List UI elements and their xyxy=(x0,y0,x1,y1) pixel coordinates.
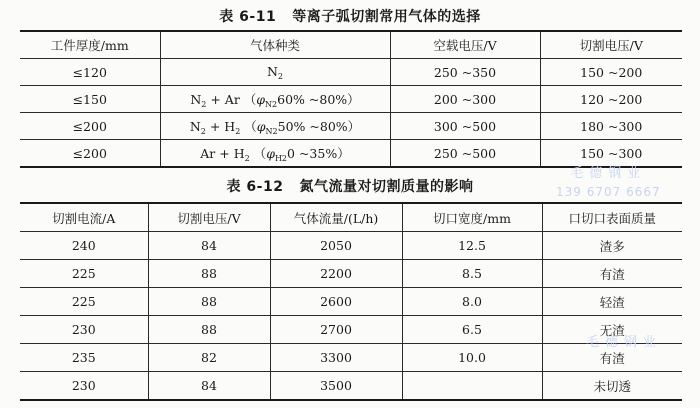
table2-title: 氮气流量对切割质量的影响 xyxy=(299,179,474,195)
table2-number: 表 6-12 xyxy=(226,179,284,195)
surface-quality-cell: 有渣 xyxy=(542,260,682,288)
no-load-voltage-cell: 250 ~500 xyxy=(390,140,540,168)
kerf-width-cell: 12.5 xyxy=(402,232,542,260)
surface-quality-cell: 未切透 xyxy=(542,372,682,401)
table-row xyxy=(20,113,682,140)
cutting-voltage-cell: 150 ~300 xyxy=(540,140,682,168)
header-gas-flow: 气体流量/(L/h) xyxy=(270,203,402,232)
cutting-voltage-cell: 84 xyxy=(148,232,270,260)
surface-quality-cell: 有渣 xyxy=(542,344,682,372)
cutting-voltage-cell: 120 ~200 xyxy=(540,86,682,113)
cutting-voltage-cell: 84 xyxy=(148,372,270,401)
surface-quality-cell: 渣多 xyxy=(542,232,682,260)
header-cutting-current: 切割电流/A xyxy=(20,203,148,232)
header-gas-type: 气体种类 xyxy=(160,31,390,59)
cutting-voltage-cell: 88 xyxy=(148,260,270,288)
header-surface-quality: 口切口表面质量 xyxy=(542,203,682,232)
table1-caption xyxy=(0,6,700,26)
cutting-current-cell: 240 xyxy=(20,232,148,260)
cutting-current-cell: 230 xyxy=(20,372,148,401)
table-row xyxy=(20,86,682,113)
gas-selection-table xyxy=(20,30,682,168)
table-row xyxy=(20,372,682,401)
table-row xyxy=(20,232,682,260)
cutting-current-cell: 235 xyxy=(20,344,148,372)
table-row xyxy=(20,140,682,168)
watermark-phone: 139 6707 6667 xyxy=(556,185,661,199)
header-cutting-voltage: 切割电压/V xyxy=(148,203,270,232)
gas-flow-cell: 3500 xyxy=(270,372,402,401)
surface-quality-cell: 无渣 xyxy=(542,316,682,344)
nitrogen-flow-table xyxy=(20,202,682,401)
gas-flow-cell: 3300 xyxy=(270,344,402,372)
header-no-load-voltage: 空载电压/V xyxy=(390,31,540,59)
cutting-voltage-cell: 88 xyxy=(148,288,270,316)
gas-cell: $N_2 + H_2$ （$\varphi_{N2}50\%$ ~80%） xyxy=(160,113,390,140)
no-load-voltage-cell: 200 ~300 xyxy=(390,86,540,113)
header-cutting-voltage: 切割电压/V xyxy=(540,31,682,59)
cutting-voltage-cell: 82 xyxy=(148,344,270,372)
watermark-name: 毛德钢业 xyxy=(570,166,647,181)
no-load-voltage-cell: 250 ~350 xyxy=(390,59,540,86)
surface-quality-cell: 轻渣 xyxy=(542,288,682,316)
kerf-width-cell xyxy=(402,372,542,401)
table-header-row xyxy=(20,31,682,59)
no-load-voltage-cell: 300 ~500 xyxy=(390,113,540,140)
table-row xyxy=(20,288,682,316)
gas-cell: $Ar + H_2$ （$\varphi_{H2}0$ ~35%） xyxy=(160,140,390,168)
gas-flow-cell: 2050 xyxy=(270,232,402,260)
gas-flow-cell: 2600 xyxy=(270,288,402,316)
table-row xyxy=(20,316,682,344)
cutting-current-cell: 225 xyxy=(20,260,148,288)
table-row xyxy=(20,59,682,86)
gas-cell: $N_2$ xyxy=(160,59,390,86)
kerf-width-cell: 10.0 xyxy=(402,344,542,372)
watermark-bottom: 毛德钢业 xyxy=(586,335,663,350)
kerf-width-cell: 8.0 xyxy=(402,288,542,316)
table1-title: 等离子弧切割常用气体的选择 xyxy=(292,9,481,25)
table-row xyxy=(20,260,682,288)
kerf-width-cell: 6.5 xyxy=(402,316,542,344)
gas-flow-cell: 2700 xyxy=(270,316,402,344)
gas-cell: $N_2 + Ar$ （$\varphi_{N2}60\%$ ~80%） xyxy=(160,86,390,113)
table-row xyxy=(20,344,682,372)
header-kerf-width: 切口宽度/mm xyxy=(402,203,542,232)
cutting-voltage-cell: 150 ~200 xyxy=(540,59,682,86)
table2-caption xyxy=(0,176,700,196)
cutting-current-cell: 230 xyxy=(20,316,148,344)
thickness-cell: ≤200 xyxy=(20,140,160,168)
gas-flow-cell: 2200 xyxy=(270,260,402,288)
cutting-voltage-cell: 180 ~300 xyxy=(540,113,682,140)
header-thickness: 工件厚度/mm xyxy=(20,31,160,59)
thickness-cell: ≤120 xyxy=(20,59,160,86)
thickness-cell: ≤200 xyxy=(20,113,160,140)
cutting-voltage-cell: 88 xyxy=(148,316,270,344)
thickness-cell: ≤150 xyxy=(20,86,160,113)
cutting-current-cell: 225 xyxy=(20,288,148,316)
kerf-width-cell: 8.5 xyxy=(402,260,542,288)
table-header-row xyxy=(20,203,682,232)
table1-number: 表 6-11 xyxy=(219,9,277,25)
